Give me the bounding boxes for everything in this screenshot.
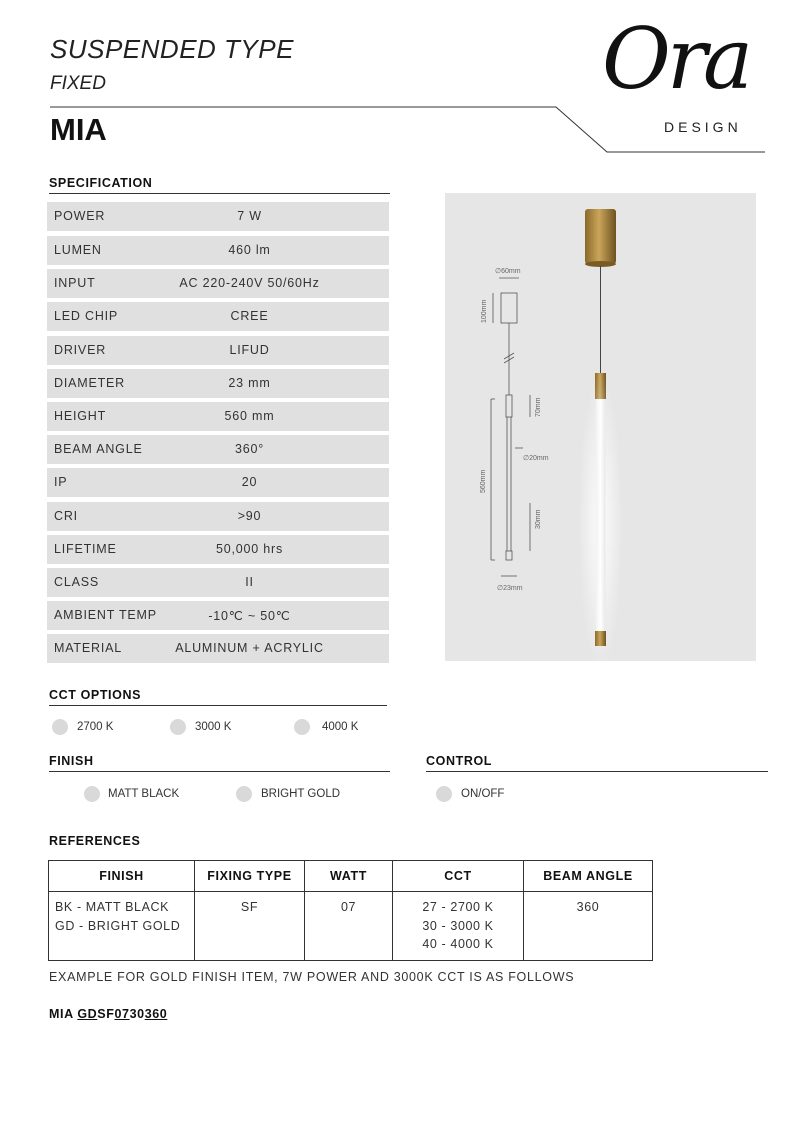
cct-option-label: 4000 K	[322, 721, 359, 733]
code-fixing: SF	[97, 1007, 115, 1021]
dim-top-diameter: ∅60mm	[495, 268, 521, 275]
dim-bottom-diameter: ∅23mm	[497, 585, 523, 592]
dim-total-height: 560mm	[480, 469, 487, 493]
logo-script: Ora	[602, 10, 750, 108]
spec-value: AC 220-240V 50/60Hz	[179, 276, 320, 290]
spec-label: AMBIENT TEMP	[54, 608, 157, 622]
spec-row-lumen	[47, 236, 389, 265]
canopy	[585, 209, 616, 264]
header-fixing-type: FIXING TYPE	[195, 861, 305, 892]
cell-finish	[49, 892, 195, 961]
references-title: REFERENCES	[49, 834, 141, 848]
spec-label: HEIGHT	[54, 409, 107, 423]
dim-end-height: 30mm	[535, 509, 542, 529]
ora-design-logo	[600, 10, 770, 146]
spec-row-input	[47, 269, 389, 298]
spec-label: CRI	[54, 508, 78, 523]
end-cap	[595, 631, 606, 646]
spec-value: LIFUD	[229, 342, 270, 357]
spec-value: 50,000 hrs	[215, 542, 284, 556]
dim-collar-height: 70mm	[535, 397, 542, 417]
cct-line: 30 - 3000 K	[422, 918, 494, 933]
spec-row-height	[47, 402, 389, 431]
spec-value: II	[245, 575, 254, 589]
code-cct: 30	[129, 1007, 145, 1021]
example-code	[49, 1007, 167, 1021]
control-option-on-off[interactable]	[436, 786, 504, 802]
control-title: CONTROL	[426, 754, 492, 768]
radio-dot[interactable]	[52, 719, 68, 735]
spec-label: DIAMETER	[54, 375, 125, 390]
light-tube	[596, 399, 606, 631]
code-beam: 360	[144, 1007, 168, 1021]
cct-option-3000[interactable]	[170, 719, 231, 735]
finish-option-bright-gold[interactable]	[236, 786, 340, 802]
spec-row-cri	[47, 502, 389, 531]
spec-value: -10℃ ~ 50℃	[208, 609, 291, 623]
cell-beam-angle: 360	[524, 892, 653, 961]
cct-title: CCT OPTIONS	[49, 688, 142, 702]
cct-line: 27 - 2700 K	[422, 900, 494, 914]
finish-option-label: BRIGHT GOLD	[261, 788, 341, 800]
dimension-drawing	[491, 278, 530, 576]
table-row	[49, 892, 653, 961]
finish-option-label: MATT BLACK	[108, 788, 180, 800]
spec-row-beam-angle	[47, 435, 389, 464]
spec-value: 560 mm	[224, 409, 275, 423]
references-header-row	[49, 861, 653, 892]
product-model: MIA	[50, 112, 107, 147]
specification-rule	[49, 193, 390, 194]
spec-row-power	[47, 202, 389, 231]
spec-value: 23 mm	[228, 375, 271, 390]
spec-label: DRIVER	[54, 342, 107, 357]
spec-value: 360°	[234, 442, 265, 456]
product-drawing	[445, 193, 756, 661]
spec-label: CLASS	[54, 575, 99, 589]
example-text: EXAMPLE FOR GOLD FINISH ITEM, 7W POWER AND 3000K CCT IS AS FOLLOWS	[49, 970, 575, 984]
dim-tube-diameter: ∅20mm	[523, 455, 549, 462]
spec-row-diameter	[47, 369, 389, 398]
header-finish: FINISH	[49, 861, 195, 892]
spec-label: POWER	[54, 209, 106, 223]
finish-line: BK - MATT BLACK	[55, 900, 170, 914]
spec-row-ip	[47, 468, 389, 497]
cell-fixing-type: SF	[195, 892, 305, 961]
radio-dot[interactable]	[170, 719, 186, 735]
radio-dot[interactable]	[436, 786, 452, 802]
spec-row-material	[47, 634, 389, 663]
code-watt: 07	[114, 1007, 130, 1021]
cct-rule	[49, 705, 387, 706]
spec-value: 20	[241, 475, 258, 489]
product-subtype: FIXED	[50, 73, 106, 94]
spec-label: LED CHIP	[54, 309, 119, 323]
spec-label: INPUT	[54, 276, 96, 290]
spec-label: IP	[54, 475, 68, 489]
spec-row-class	[47, 568, 389, 597]
spec-value: 7 W	[237, 209, 262, 223]
spec-label: LUMEN	[54, 242, 102, 257]
cct-option-2700[interactable]	[52, 719, 113, 735]
header-cct: CCT	[393, 861, 524, 892]
product-image	[445, 193, 756, 661]
spec-value: ALUMINUM + ACRYLIC	[175, 641, 324, 655]
spec-row-lifetime	[47, 535, 389, 564]
control-option-label: ON/OFF	[461, 788, 505, 800]
code-finish: GD	[77, 1007, 98, 1021]
finish-line: GD - BRIGHT GOLD	[55, 918, 181, 933]
spec-label: MATERIAL	[54, 641, 122, 655]
cell-cct	[393, 892, 524, 961]
finish-option-matt-black[interactable]	[84, 786, 179, 802]
cell-watt: 07	[305, 892, 393, 961]
radio-dot[interactable]	[236, 786, 252, 802]
logo-design-text: DESIGN	[664, 119, 742, 135]
finish-title: FINISH	[49, 754, 94, 768]
cct-line: 40 - 4000 K	[422, 937, 494, 951]
header-beam-angle: BEAM ANGLE	[524, 861, 653, 892]
cct-option-label: 3000 K	[195, 721, 232, 733]
control-rule	[426, 771, 768, 772]
references-table	[48, 860, 653, 961]
cct-option-label: 2700 K	[77, 721, 114, 733]
spec-value: >90	[237, 508, 262, 523]
specification-title: SPECIFICATION	[49, 176, 153, 190]
spec-value: CREE	[230, 309, 269, 323]
cct-option-4000[interactable]	[294, 719, 358, 735]
finish-rule	[49, 771, 390, 772]
dim-top-height: 100mm	[481, 299, 488, 323]
radio-dot[interactable]	[294, 719, 310, 735]
spec-label: LIFETIME	[54, 542, 117, 556]
spec-row-ambient-temp	[47, 601, 389, 630]
spec-value: 460 lm	[228, 242, 271, 257]
spec-row-driver	[47, 336, 389, 365]
code-prefix: MIA	[49, 1007, 74, 1021]
header-watt: WATT	[305, 861, 393, 892]
spec-row-led-chip	[47, 302, 389, 331]
spec-label: BEAM ANGLE	[54, 442, 143, 456]
product-type: SUSPENDED TYPE	[50, 34, 294, 64]
radio-dot[interactable]	[84, 786, 100, 802]
